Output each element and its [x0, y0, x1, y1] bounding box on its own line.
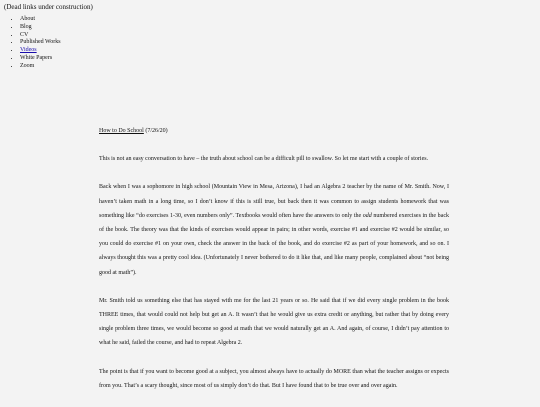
- nav-link-videos[interactable]: Videos: [20, 47, 37, 54]
- nav-item-about: [20, 16, 61, 24]
- under-construction-note: (Dead links under construction): [4, 3, 93, 11]
- site-nav: [12, 16, 61, 71]
- nav-item-zoom: [20, 63, 61, 71]
- nav-item-white-papers: [20, 55, 61, 63]
- article-paragraph-2: [99, 180, 449, 279]
- nav-item-cv: [20, 32, 61, 40]
- nav-link-zoom[interactable]: Zoom: [20, 62, 35, 69]
- paragraph-2-emphasis: odd: [362, 212, 372, 219]
- article-paragraph-4: The point is that if you want to become good at a subject, you almost always have to actually do MORE than what the teacher assigns or expects from you. That’s a scary thought, since most of us simply don’t do that. But I have found that to be true over and over again.: [99, 368, 449, 389]
- nav-item-videos: [20, 47, 61, 55]
- nav-link-cv[interactable]: CV: [20, 31, 29, 38]
- article-paragraph-1: This is not an easy conversation to have – the truth about school can be a difficult pill to swallow. So let me start with a couple of stories.: [99, 156, 429, 163]
- article-title-link[interactable]: How to Do School: [99, 128, 144, 134]
- nav-link-blog[interactable]: Blog: [20, 23, 32, 30]
- nav-item-published-works: [20, 39, 61, 47]
- nav-link-white-papers[interactable]: White Papers: [20, 54, 53, 61]
- article-date: (7/26/20): [145, 128, 168, 134]
- nav-link-about[interactable]: About: [20, 16, 35, 22]
- nav-item-blog: [20, 24, 61, 32]
- article-paragraph-3: Mr. Smith told us something else that has stayed with me for the last 21 years or so. He said that if we did every single problem in the book THREE times, that would could not help but get an A. It wasn’t that he would give us extra credit or anything, but rather that by doing every single problem three times, we would become so good at math that we would naturally get an A. And again, of course, I didn’t pay attention to what he said, failed the course, and had to repeat Algebra 2.: [99, 297, 449, 347]
- paragraph-2-text-b: numbered exercises in the back of the book. The theory was that the kinds of exercises would appear in pairs; in other words, exercise #1 and exercise #2 would be similar, so you could do exercise #1 on your own, check the answer in the back of the book, and do exercise #2 as part of your homework, and so on. I always thought this was a pretty cool idea. (Unfortunately I never bothered to do it like that, and like many people, complained about “not being good at math”).: [99, 212, 449, 276]
- paragraph-2-text-a: Back when I was a sophomore in high school (Mountain View in Mesa, Arizona), I had an Algebra 2 teacher by the name of Mr. Smith. Now, I haven’t taken math in a long time, so I don’t know if this is still true, but back then it was common to assign students homework that was something like “do exercises 1-30, even numbers only”. Textbooks would often have the answers to only the: [99, 184, 449, 219]
- article: [99, 124, 449, 407]
- article-title-line: [99, 124, 449, 138]
- nav-link-published-works[interactable]: Published Works: [20, 39, 61, 46]
